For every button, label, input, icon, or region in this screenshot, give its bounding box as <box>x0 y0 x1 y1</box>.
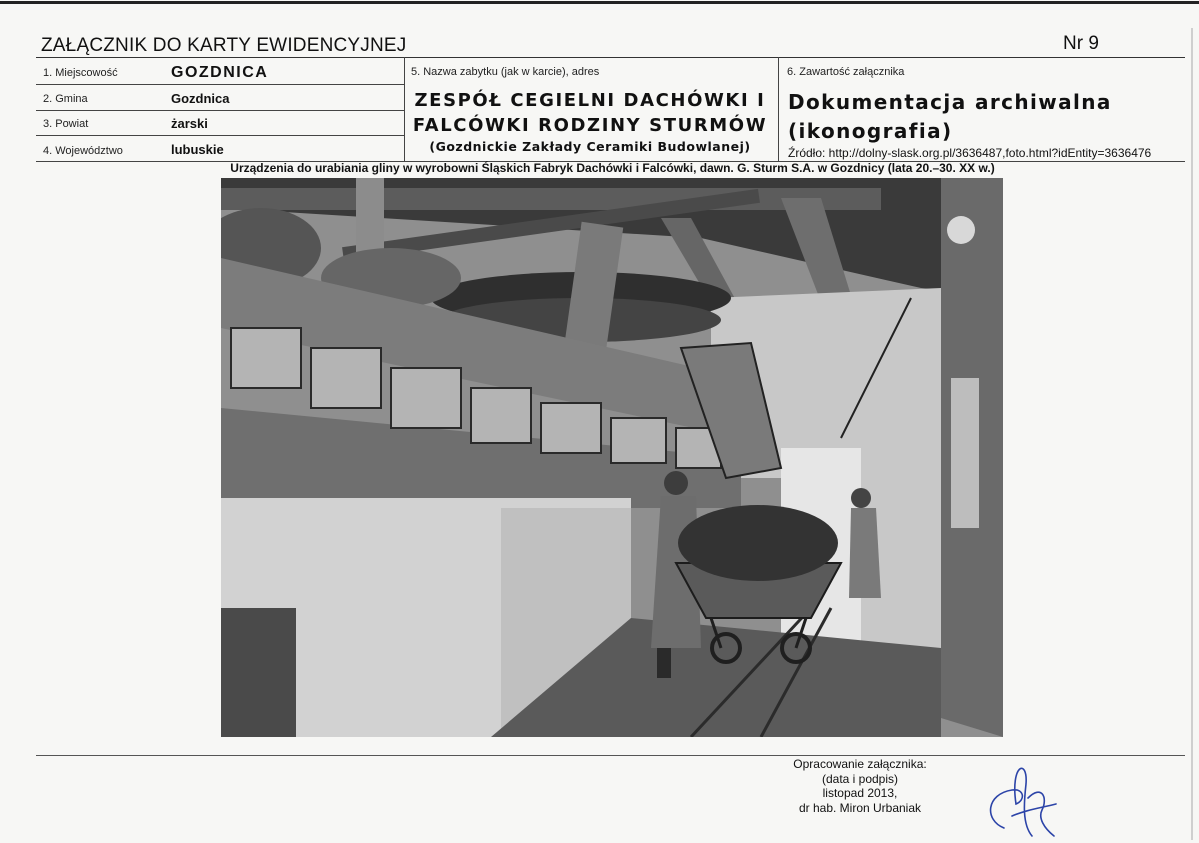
document-title: ZAŁĄCZNIK DO KARTY EWIDENCYJNEJ <box>41 35 407 56</box>
field-value-locality: GOZDNICA <box>171 64 269 81</box>
conveyor-bucket <box>541 403 601 453</box>
top-edge-line <box>0 1 1199 4</box>
monument-name-label: 5. Nazwa zabytku (jak w karcie), adres <box>411 66 600 78</box>
worker-body <box>849 508 881 598</box>
archival-photo-illustration <box>221 178 1003 737</box>
field-label-voivodeship: 4. Województwo <box>43 145 123 157</box>
field-value-voivodeship: lubuskie <box>171 142 224 157</box>
monument-subtitle: (Gozdnickie Zakłady Ceramiki Budowlanej) <box>429 139 751 154</box>
author-name: dr hab. Miron Urbaniak <box>798 800 922 815</box>
handwritten-signature <box>982 754 1062 840</box>
lamp <box>947 216 975 244</box>
row-divider <box>36 84 404 85</box>
conveyor-bucket <box>611 418 666 463</box>
field-label-locality: 1. Miejscowość <box>43 67 118 79</box>
prepared-by-label: Opracowanie załącznika: <box>793 757 927 771</box>
scan-edge-shadow <box>1191 28 1193 840</box>
attachment-content-label: 6. Zawartość załącznika <box>787 66 905 78</box>
field-label-commune: 2. Gmina <box>43 93 88 105</box>
date-signature-hint: (data i podpis) <box>821 771 899 786</box>
wall-opening <box>221 608 296 737</box>
worker-leg <box>657 648 671 678</box>
source-reference: Źródło: http://dolny-slask.org.pl/3636487,foto.html?idEntity=3636476 <box>788 146 1152 160</box>
title-rule <box>36 57 1185 58</box>
conveyor-bucket <box>231 328 301 388</box>
attachment-number: Nr 9 <box>1063 33 1099 54</box>
prepared-by-block <box>770 757 950 815</box>
monument-name: ZESPÓŁ CEGIELNI DACHÓWKI I FALCÓWKI RODZINY STURMÓW <box>412 90 768 136</box>
wall-post <box>951 378 979 528</box>
field-label-county: 3. Powiat <box>43 118 89 130</box>
worker-head <box>851 488 871 508</box>
conveyor-bucket <box>471 388 531 443</box>
conveyor-bucket <box>391 368 461 428</box>
field-value-county: żarski <box>171 116 208 131</box>
signature-stroke <box>991 768 1056 836</box>
cart-clay-load <box>678 505 838 581</box>
conveyor-bucket <box>311 348 381 408</box>
row-divider <box>36 110 404 111</box>
worker-head <box>664 471 688 495</box>
column-divider <box>778 57 779 161</box>
photo-caption: Urządzenia do urabiania gliny w wyrobowni Śląskich Fabryk Dachówki i Falcówki, dawn. G. Sturm S.A. w Gozdnicy (lata 20.–30. XX w.) <box>230 161 995 175</box>
attachment-content-title: Dokumentacja archiwalna (ikonografia) <box>788 90 1112 143</box>
row-divider <box>36 135 404 136</box>
field-value-commune: Gozdnica <box>171 91 230 106</box>
prepared-date: listopad 2013, <box>822 786 898 800</box>
archival-photo <box>221 178 1003 737</box>
